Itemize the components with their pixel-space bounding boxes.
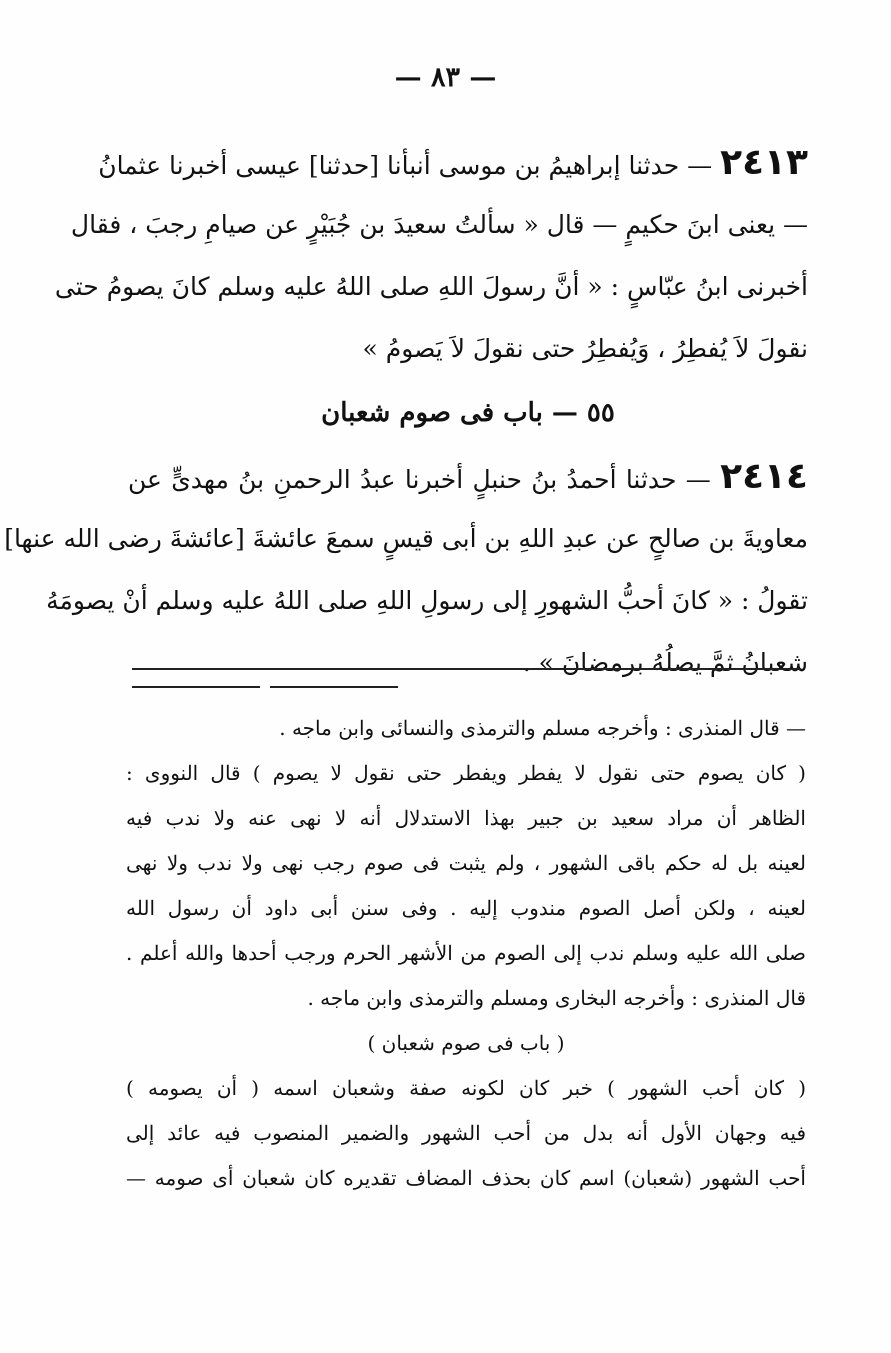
commentary-line: صلى الله عليه وسلم ندب إلى الصوم من الأشهر الحرم ورجب أحدها والله أعلم . <box>126 941 806 965</box>
separator-rule-short <box>270 686 398 688</box>
hadith-text: — حدثنا أحمدُ بنُ حنبلٍ أخبرنا عبدُ الرحمنِ بنُ مهدىٍّ عن <box>128 465 711 494</box>
hadith-number: ٢٤١٣ <box>720 142 808 183</box>
hadith-line: أخبرنى ابنُ عبّاسٍ : « أنَّ رسولَ اللهِ صلى اللهُ عليه وسلم كانَ يصومُ حتى <box>54 272 808 301</box>
commentary-line: ( كان أحب الشهور ) خبر كان لكونه صفة وشعبان اسمه ( أن يصومه ) <box>126 1076 806 1100</box>
commentary-line: ( كان يصوم حتى نقول لا يفطر ويفطر حتى نقول لا يصوم ) قال النووى : <box>126 761 806 785</box>
chapter-title: ٥٥ — باب فى صوم شعبان <box>321 398 615 428</box>
hadith-line: شعبانُ ثمَّ يصلُهُ برمضانَ » . <box>522 648 808 677</box>
hadith-line <box>98 132 808 194</box>
hadith-line: — يعنى ابنَ حكيمٍ — قال « سألتُ سعيدَ بن جُبَيْرٍ عن صيامِ رجبَ ، فقال <box>70 210 808 239</box>
separator-rule <box>132 668 800 670</box>
commentary-line: الظاهر أن مراد سعيد بن جبير بهذا الاستدلال أنه لا نهى عنه ولا ندب فيه <box>126 806 806 830</box>
hadith-2414 <box>4 446 808 694</box>
page-number: — ٨٣ — <box>394 62 497 93</box>
commentary-line: فيه وجهان الأول أنه بدل من أحب الشهور والضمير المنصوب فيه عائد إلى <box>126 1121 806 1145</box>
hadith-line: معاويةَ بن صالحٍ عن عبدِ اللهِ بن أبى قيسٍ سمعَ عائشةَ [عائشةَ رضى الله عنها] <box>4 524 808 553</box>
hadith-number: ٢٤١٤ <box>720 456 808 497</box>
main-text <box>4 132 808 694</box>
commentary-line: أحب الشهور (شعبان) اسم كان بحذف المضاف تقديره كان شعبان أى صومه — <box>126 1166 806 1190</box>
separator-rule-short <box>132 686 260 688</box>
commentary-line: — قال المنذرى : وأخرجه مسلم والترمذى والنسائى وابن ماجه . <box>279 716 806 740</box>
commentary-line: قال المنذرى : وأخرجه البخارى ومسلم والترمذى وابن ماجه . <box>307 986 806 1010</box>
hadith-line <box>128 446 808 508</box>
hadith-line: نقولَ لاَ يُفطِرُ ، وَيُفطِرُ حتى نقولَ لاَ يَصومُ » <box>362 334 808 363</box>
commentary-line: لعينه بل له حكم باقى الشهور ، ولم يثبت فى صوم رجب نهى ولا ندب ولا نهى <box>126 851 806 875</box>
commentary-subheading: ( باب فى صوم شعبان ) <box>367 1031 565 1055</box>
hadith-line: تقولُ : « كانَ أحبُّ الشهورِ إلى رسولِ اللهِ صلى اللهُ عليه وسلم أنْ يصومَهُ <box>46 586 808 615</box>
hadith-2413 <box>54 132 808 380</box>
hadith-text: — حدثنا إبراهيمُ بن موسى أنبأنا [حدثنا] عيسى أخبرنا عثمانُ <box>98 151 713 180</box>
commentary <box>126 706 806 1201</box>
commentary-line: لعينه ، ولكن أصل الصوم مندوب إليه . وفى سنن أبى داود أن رسول الله <box>126 896 806 920</box>
